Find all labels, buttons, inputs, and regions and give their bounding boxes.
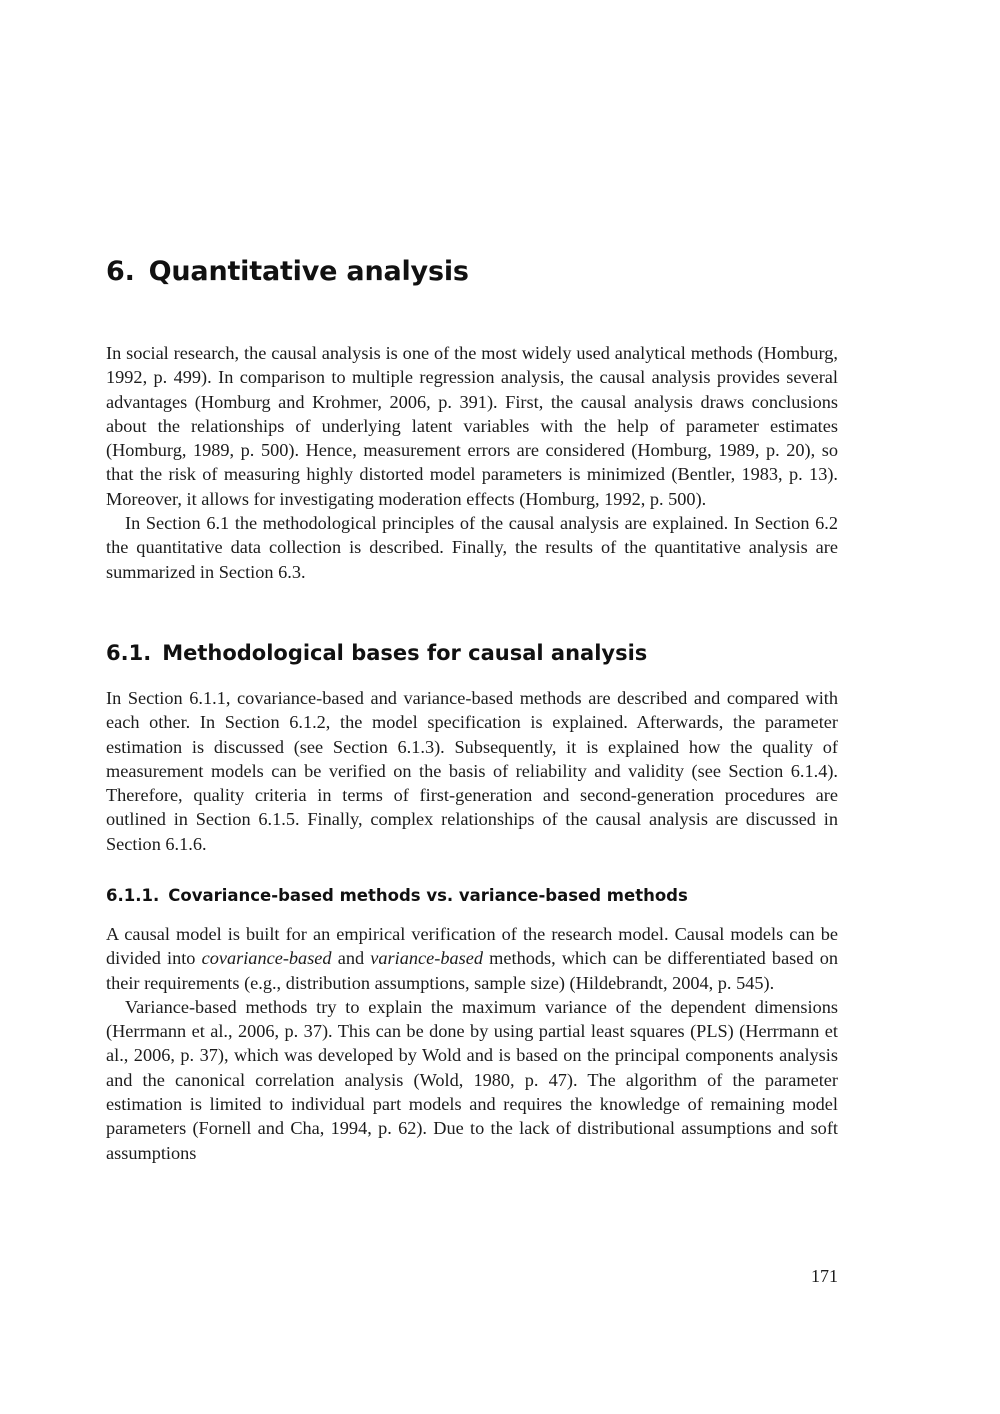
text-run: A causal model is built for an empirical verification of the research model. Causal models can be divided into [106,924,838,969]
section-6-1-paragraph-1: In Section 6.1.1, covariance-based and variance-based methods are described and compared with each other. In Section 6.1.2, the model specification is explained. Afterwards, the parameter estimation is discussed (see Section 6.1.3). Subsequently, it is explained how the quality of measurement models can be verified on the basis of reliability and validity (see Section 6.1.4). Therefore, quality criteria in terms of first-generation and second-generation procedures are outlined in Section 6.1.5. Finally, complex relationships of the causal analysis are discussed in Section 6.1.6. [106,688,838,854]
intro-paragraph-2: In Section 6.1 the methodological principles of the causal analysis are explained. In Section 6.2 the quantitative data collection is described. Finally, the results of the quantitative analysis are summarized in Section 6.3. [106,513,838,582]
section-6-1-number: 6.1. [106,641,152,665]
section-6-1-body [106,686,838,856]
section-6-1-1-paragraph-1 [106,922,838,995]
section-6-1-1-title-text: Covariance-based methods vs. variance-based methods [168,886,688,905]
section-6-1-title-text: Methodological bases for causal analysis [162,641,648,665]
emphasis-covariance-based: covariance-based [201,948,332,969]
chapter-title-text: Quantitative analysis [148,256,469,287]
text-run: and [331,948,371,969]
chapter-title [106,256,469,287]
section-6-1-1-number: 6.1.1. [106,886,160,905]
chapter-intro [106,341,838,584]
chapter-number: 6. [106,256,135,287]
text-run: methods, which can be differentiated based on their requirements (e.g., distribution assumptions, sample size) (Hildebrandt, 2004, p. 545). [106,948,838,993]
emphasis-variance-based: variance-based [370,948,483,969]
book-page [106,0,838,1414]
section-6-1-title [106,641,647,665]
section-6-1-1-paragraph-2: Variance-based methods try to explain the maximum variance of the dependent dimensions (Herrmann et al., 2006, p. 37). This can be done by using partial least squares (PLS) (Herrmann et al., 2006, p. 37), which was developed by Wold and is based on the principal components analysis and the canonical correlation analysis (Wold, 1980, p. 47). The algorithm of the parameter estimation is limited to individual part models and requires the knowledge of remaining model parameters (Fornell and Cha, 1994, p. 62). Due to the lack of distributional assumptions and soft assumptions [106,996,838,1163]
section-6-1-1-title [106,886,688,905]
page-number: 171 [811,1266,838,1286]
section-6-1-1-body [106,922,838,1165]
intro-paragraph-1: In social research, the causal analysis is one of the most widely used analytical methods (Homburg, 1992, p. 499). In comparison to multiple regression analysis, the causal analysis provides several advantages (Homburg and Krohmer, 2006, p. 391). First, the causal analysis draws conclusions about the relationships of underlying latent variables with the help of parameter estimates (Homburg, 1989, p. 500). Hence, measurement errors are considered (Homburg, 1989, p. 20), so that the risk of measuring highly distorted model parameters is minimized (Bentler, 1983, p. 13). Moreover, it allows for investigating moderation effects (Homburg, 1992, p. 500). [106,343,838,509]
